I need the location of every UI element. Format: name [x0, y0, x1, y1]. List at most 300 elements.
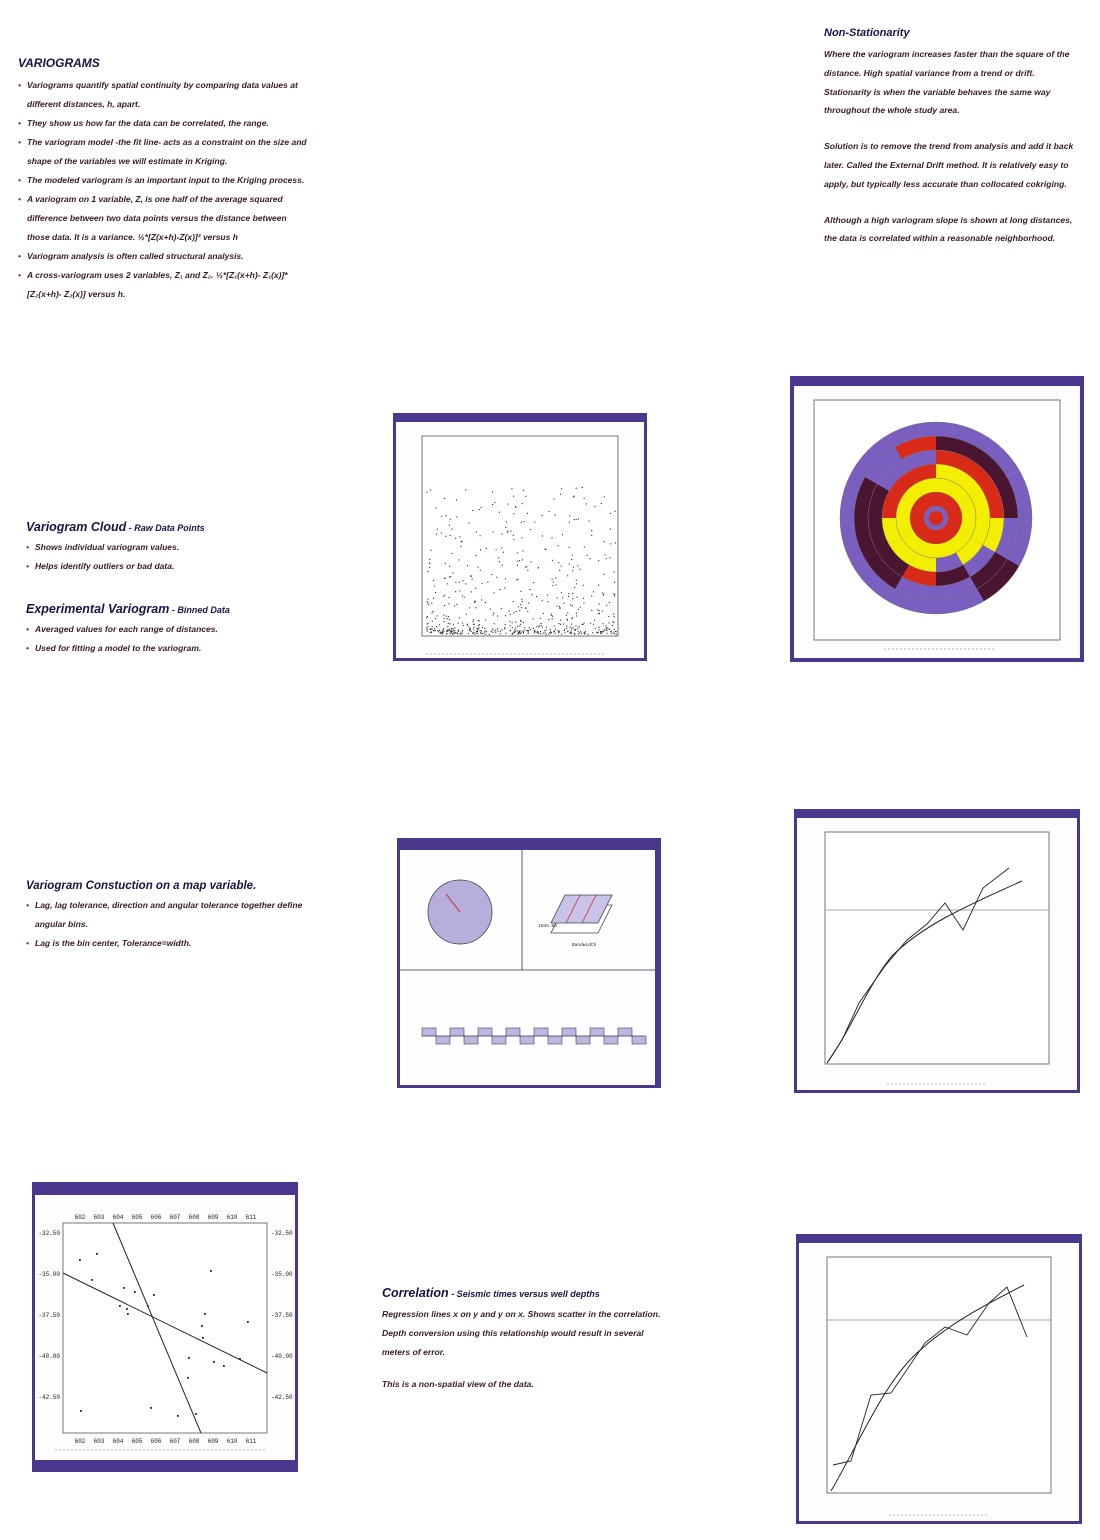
- correlation-plot: [35, 1195, 295, 1460]
- cloud-point: [567, 613, 568, 614]
- data-point: [213, 1361, 215, 1363]
- cloud-point: [602, 611, 603, 612]
- cloud-point: [567, 575, 568, 576]
- cloud-point: [493, 632, 494, 633]
- plot-frame: [827, 1257, 1051, 1493]
- cloud-point: [482, 633, 483, 634]
- cloud-point: [577, 628, 578, 629]
- cloud-point: [568, 593, 569, 594]
- cloud-point: [475, 588, 476, 589]
- cloud-point: [504, 627, 505, 628]
- cloud-point: [502, 629, 503, 630]
- cloud-point: [496, 577, 497, 578]
- y-tick-left: -40.00: [38, 1353, 60, 1360]
- cloud-point: [579, 569, 580, 570]
- cloud-point: [447, 626, 448, 627]
- cloud-point: [557, 605, 558, 606]
- cloud-point: [587, 555, 588, 556]
- cloud-point: [504, 588, 505, 589]
- cloud-point: [485, 634, 486, 635]
- cloud-point: [576, 519, 577, 520]
- cloud-point: [512, 633, 513, 634]
- cloud-point: [473, 629, 474, 630]
- cloud-point: [553, 581, 554, 582]
- cloud-point: [546, 634, 547, 635]
- cloud-point: [427, 629, 428, 630]
- bullet: • Averaged values for each range of distances.: [26, 620, 326, 639]
- correlation-paragraph: This is a non-spatial view of the data.: [382, 1379, 534, 1390]
- cloud-point: [599, 627, 600, 628]
- cloud-point: [431, 603, 432, 604]
- cloud-point: [603, 595, 604, 596]
- cloud-point: [524, 521, 525, 522]
- cloud-point: [440, 632, 441, 633]
- cloud-point: [447, 633, 448, 634]
- cloud-point: [445, 536, 446, 537]
- cloud-point: [525, 607, 526, 608]
- data-point: [126, 1308, 128, 1310]
- cloud-point: [491, 574, 492, 575]
- cloud-point: [528, 633, 529, 634]
- cloud-point: [582, 624, 583, 625]
- cloud-point: [591, 595, 592, 596]
- cloud-point: [578, 519, 579, 520]
- cloud-point: [541, 625, 542, 626]
- cloud-point: [616, 631, 617, 632]
- cloud-point: [571, 624, 572, 625]
- cloud-point: [493, 612, 494, 613]
- cloud-point: [459, 590, 460, 591]
- cloud-point: [451, 553, 452, 554]
- cloud-point: [513, 632, 514, 633]
- cloud-point: [477, 567, 478, 568]
- cloud-point: [435, 630, 436, 631]
- cloud-point: [481, 599, 482, 600]
- cloud-point: [578, 631, 579, 632]
- cloud-point: [506, 522, 507, 523]
- cloud-point: [477, 628, 478, 629]
- lag-bin: [562, 1028, 576, 1036]
- cloud-point: [545, 632, 546, 633]
- cloud-point: [450, 535, 451, 536]
- cloud-point: [504, 628, 505, 629]
- cloud-point: [473, 624, 474, 625]
- cloud-point: [521, 522, 522, 523]
- cloud-point: [447, 583, 448, 584]
- y-tick-right: -37.50: [271, 1312, 293, 1319]
- cloud-point: [521, 599, 522, 600]
- cloud-point: [427, 603, 428, 604]
- x-tick-top: 609: [207, 1214, 219, 1221]
- cloud-point: [527, 513, 528, 514]
- cloud-section: [26, 520, 326, 576]
- cloud-point: [485, 630, 486, 631]
- correlation-paragraph: Regression lines x on y and y on x. Shows scatter in the correlation. Depth conversion using this relationship would result in several meters of error.: [382, 1309, 661, 1357]
- data-point: [201, 1325, 203, 1327]
- cloud-point: [456, 517, 457, 518]
- cloud-point: [573, 627, 574, 628]
- cloud-point: [559, 631, 560, 632]
- cloud-point: [442, 632, 443, 633]
- cloud-point: [459, 617, 460, 618]
- cloud-point: [566, 626, 567, 627]
- cloud-point: [461, 541, 462, 542]
- cloud-point: [531, 594, 532, 595]
- cloud-point: [479, 627, 480, 628]
- cloud-point: [510, 630, 511, 631]
- cloud-point: [487, 582, 488, 583]
- bullet: • The modeled variogram is an important input to the Kriging process.: [18, 171, 308, 190]
- cloud-point: [478, 628, 479, 629]
- cloud-point: [530, 629, 531, 630]
- cloud-point: [526, 566, 527, 567]
- cloud-point: [606, 628, 607, 629]
- cloud-point: [574, 634, 575, 635]
- cloud-point: [449, 629, 450, 630]
- cloud-point: [572, 593, 573, 594]
- cloud-point: [583, 598, 584, 599]
- cloud-point: [505, 624, 506, 625]
- variogram-map-figure: [790, 376, 1084, 662]
- cloud-point: [546, 629, 547, 630]
- cloud-point: [507, 531, 508, 532]
- cloud-point: [570, 627, 571, 628]
- cloud-point: [583, 603, 584, 604]
- cloud-point: [450, 576, 451, 577]
- cloud-point: [428, 604, 429, 605]
- cloud-point: [484, 628, 485, 629]
- cloud-point: [431, 631, 432, 632]
- data-point: [123, 1287, 125, 1289]
- cloud-point: [462, 632, 463, 633]
- cloud-point: [444, 595, 445, 596]
- cloud-point: [523, 622, 524, 623]
- cloud-point: [549, 632, 550, 633]
- lag-bin: [632, 1036, 646, 1044]
- cloud-point: [513, 496, 514, 497]
- cloud-point: [524, 627, 525, 628]
- cloud-point: [578, 633, 579, 634]
- cloud-point: [503, 552, 504, 553]
- cloud-point: [513, 535, 514, 536]
- cloud-point: [606, 630, 607, 631]
- cloud-point: [539, 625, 540, 626]
- cloud-point: [481, 633, 482, 634]
- cloud-point: [462, 623, 463, 624]
- cloud-point: [533, 618, 534, 619]
- cloud-point: [479, 624, 480, 625]
- data-point: [210, 1270, 212, 1272]
- cloud-point: [612, 625, 613, 626]
- cloud-point: [528, 603, 529, 604]
- cloud-point: [600, 631, 601, 632]
- cloud-point: [609, 602, 610, 603]
- correlation-title: Correlation - Seismic times versus well depths: [382, 1286, 600, 1300]
- cloud-point: [517, 626, 518, 627]
- cloud-point: [443, 615, 444, 616]
- cloud-point: [563, 624, 564, 625]
- cloud-point: [589, 520, 590, 521]
- cloud-point: [595, 506, 596, 507]
- bullet: • Helps identify outliers or bad data.: [26, 557, 326, 576]
- cloud-point: [455, 538, 456, 539]
- cloud-point: [614, 596, 615, 597]
- cloud-point: [445, 563, 446, 564]
- cloud-point: [613, 614, 614, 615]
- cloud-point: [576, 583, 577, 584]
- correlation-figure: [32, 1182, 298, 1472]
- cloud-point: [569, 564, 570, 565]
- lag-bin: [422, 1028, 436, 1036]
- cloud-point: [456, 604, 457, 605]
- cloud-point: [580, 631, 581, 632]
- x-tick-top: 611: [245, 1214, 257, 1221]
- cloud-point: [445, 515, 446, 516]
- lag-bin: [618, 1028, 632, 1036]
- cloud-point: [574, 633, 575, 634]
- cloud-point: [616, 634, 617, 635]
- cloud-point: [480, 630, 481, 631]
- variograms-title: VARIOGRAMS: [18, 56, 100, 70]
- cloud-point: [442, 631, 443, 632]
- cloud-point: [497, 616, 498, 617]
- bullet: • Shows individual variogram values.: [26, 538, 326, 557]
- cloud-point: [572, 598, 573, 599]
- cloud-point: [433, 630, 434, 631]
- lag-bin: [464, 1036, 478, 1044]
- cloud-point: [560, 624, 561, 625]
- cloud-point: [512, 622, 513, 623]
- cloud-point: [493, 592, 494, 593]
- cloud-point: [471, 591, 472, 592]
- cloud-point: [467, 565, 468, 566]
- cloud-point: [533, 628, 534, 629]
- cloud-point: [426, 617, 427, 618]
- cloud-point: [468, 522, 469, 523]
- cloud-point: [575, 625, 576, 626]
- cloud-point: [559, 606, 560, 607]
- cloud-point: [541, 623, 542, 624]
- cloud-point: [517, 565, 518, 566]
- cloud-point: [528, 631, 529, 632]
- cloud-point: [486, 631, 487, 632]
- cloud-point: [520, 604, 521, 605]
- cloud-point: [536, 626, 537, 627]
- cloud-point: [515, 506, 516, 507]
- cloud-point: [603, 574, 604, 575]
- cloud-point: [604, 554, 605, 555]
- data-point: [188, 1357, 190, 1359]
- cloud-point: [552, 616, 553, 617]
- cloud-point: [614, 633, 615, 634]
- tolerance-box: [551, 895, 612, 933]
- x-tick-bottom: 608: [188, 1438, 200, 1445]
- cloud-point: [520, 621, 521, 622]
- cloud-point: [509, 621, 510, 622]
- cloud-point: [446, 616, 447, 617]
- x-tick-bottom: 607: [169, 1438, 181, 1445]
- cloud-point: [589, 558, 590, 559]
- cloud-point: [434, 628, 435, 629]
- cloud-point: [449, 576, 450, 577]
- cloud-point: [472, 621, 473, 622]
- center-cell: [929, 511, 943, 525]
- cloud-point: [593, 624, 594, 625]
- x-tick-bottom: 605: [131, 1438, 143, 1445]
- cloud-point: [529, 627, 530, 628]
- cloud-point: [505, 633, 506, 634]
- cloud-point: [599, 603, 600, 604]
- cloud-point: [501, 608, 502, 609]
- cloud-point: [523, 631, 524, 632]
- cloud-point: [583, 585, 584, 586]
- cloud-point: [466, 614, 467, 615]
- x-tick-top: 603: [93, 1214, 105, 1221]
- cloud-point: [557, 630, 558, 631]
- cloud-point: [579, 632, 580, 633]
- cloud-point: [451, 628, 452, 629]
- cloud-point: [456, 499, 457, 500]
- y-tick-left: -32.50: [38, 1230, 60, 1237]
- variograms-bullets: [18, 76, 308, 304]
- x-tick-bottom: 603: [93, 1438, 105, 1445]
- cloud-point: [453, 633, 454, 634]
- cloud-point: [552, 537, 553, 538]
- data-point: [119, 1305, 121, 1307]
- lag-bin: [450, 1028, 464, 1036]
- cloud-point: [593, 591, 594, 592]
- cloud-point: [522, 559, 523, 560]
- cloud-point: [600, 632, 601, 633]
- cloud-point: [521, 591, 522, 592]
- cloud-point: [493, 531, 494, 532]
- cloud-point: [507, 504, 508, 505]
- cloud-point: [538, 627, 539, 628]
- cloud-point: [534, 632, 535, 633]
- cloud-point: [610, 513, 611, 514]
- cloud-point: [453, 624, 454, 625]
- cloud-point: [517, 552, 518, 553]
- cloud-point: [519, 560, 520, 561]
- x-tick-top: 605: [131, 1214, 143, 1221]
- cloud-point: [542, 535, 543, 536]
- cloud-point: [472, 633, 473, 634]
- cloud-point: [525, 496, 526, 497]
- cloud-point: [498, 557, 499, 558]
- cloud-point: [495, 632, 496, 633]
- cloud-point: [601, 503, 602, 504]
- cloud-point: [496, 549, 497, 550]
- cloud-point: [428, 623, 429, 624]
- cloud-point: [591, 610, 592, 611]
- data-point: [187, 1377, 189, 1379]
- y-tick-left: -42.50: [38, 1394, 60, 1401]
- cloud-point: [521, 607, 522, 608]
- cloud-point: [555, 577, 556, 578]
- cloud-point: [492, 491, 493, 492]
- cloud-point: [574, 496, 575, 497]
- cloud-point: [480, 549, 481, 550]
- data-point: [150, 1407, 152, 1409]
- cloud-point: [427, 599, 428, 600]
- bullet: • A variogram on 1 variable, Z, is one half of the average squared difference between two data points versus the distance between those data. It is a variance. ½*[Z(x+h)-Z(x)]² versus h: [18, 190, 308, 247]
- data-point: [134, 1291, 136, 1293]
- cloud-point: [510, 614, 511, 615]
- experimental-variogram-figure-2: [796, 1234, 1082, 1524]
- cloud-point: [540, 631, 541, 632]
- variogram-construction-figure: [397, 838, 661, 1088]
- cloud-point: [450, 519, 451, 520]
- cloud-point: [455, 582, 456, 583]
- cloud-point: [615, 542, 616, 543]
- cloud-point: [464, 597, 465, 598]
- cloud-point: [602, 632, 603, 633]
- cloud-point: [513, 513, 514, 514]
- cloud-point: [430, 490, 431, 491]
- cloud-point: [543, 633, 544, 634]
- cloud-point: [575, 629, 576, 630]
- cloud-point: [430, 550, 431, 551]
- data-point: [195, 1413, 197, 1415]
- lag-bin: [520, 1036, 534, 1044]
- bullet: • Lag, lag tolerance, direction and angular tolerance together define angular bins.: [26, 896, 316, 934]
- cloud-point: [494, 623, 495, 624]
- cloud-point: [592, 632, 593, 633]
- lag-bin: [548, 1036, 562, 1044]
- cloud-point: [571, 632, 572, 633]
- cloud-point: [570, 604, 571, 605]
- cloud-point: [562, 597, 563, 598]
- cloud-point: [465, 489, 466, 490]
- cloud-point: [451, 630, 452, 631]
- cloud-point: [560, 620, 561, 621]
- lag-bin: [604, 1036, 618, 1044]
- lag-bin: [576, 1036, 590, 1044]
- cloud-point: [542, 515, 543, 516]
- cloud-point: [494, 502, 495, 503]
- bullet: • They show us how far the data can be correlated, the range.: [18, 114, 308, 133]
- cloud-point: [521, 632, 522, 633]
- cloud-point: [444, 498, 445, 499]
- cloud-point: [543, 613, 544, 614]
- cloud-point: [594, 620, 595, 621]
- cloud-point: [429, 559, 430, 560]
- cloud-point: [557, 545, 558, 546]
- cloud-point: [514, 539, 515, 540]
- cloud-point: [598, 560, 599, 561]
- cloud-point: [570, 633, 571, 634]
- cloud-point: [604, 496, 605, 497]
- cloud-point: [432, 612, 433, 613]
- cloud-point: [574, 587, 575, 588]
- cloud-point: [499, 512, 500, 513]
- x-tick-top: 608: [188, 1214, 200, 1221]
- data-point: [247, 1321, 249, 1323]
- cloud-point: [500, 631, 501, 632]
- lag-bin: [506, 1028, 520, 1036]
- cloud-point: [518, 633, 519, 634]
- cloud-point: [501, 547, 502, 548]
- cloud-point: [558, 623, 559, 624]
- cloud-point: [437, 529, 438, 530]
- cloud-point: [517, 579, 518, 580]
- cloud-point: [569, 516, 570, 517]
- cloud-point: [572, 605, 573, 606]
- cloud-point: [540, 633, 541, 634]
- cloud-point: [610, 543, 611, 544]
- cloud-point: [561, 592, 562, 593]
- cloud-point: [486, 548, 487, 549]
